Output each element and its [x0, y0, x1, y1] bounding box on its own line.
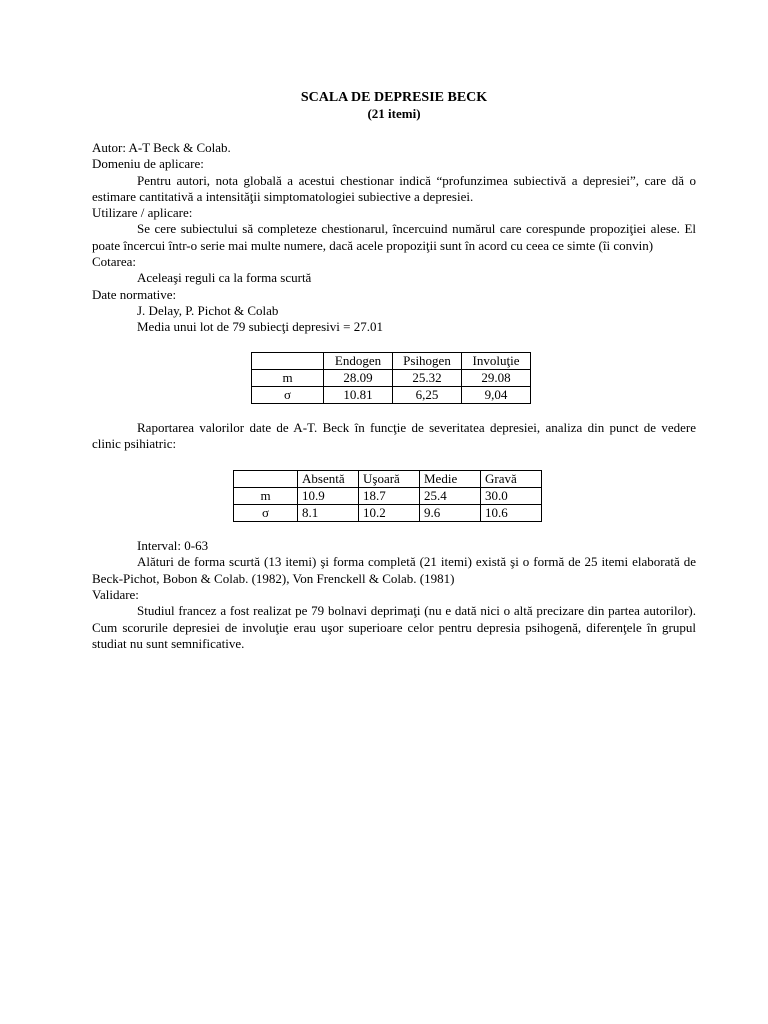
table-cell: 8.1: [298, 505, 359, 522]
domain-paragraph: Pentru autori, nota globală a acestui chestionar indică “profunzimea subiectivă a depresiei”, care dă o estimare cantitativă a intensităţii simptomatologiei subiective a depresiei.: [92, 172, 696, 204]
table-cell: 29.08: [462, 369, 531, 386]
table-row: [234, 505, 542, 522]
table-header-cell: [252, 352, 324, 369]
table-cell: σ: [234, 505, 298, 522]
table-header-row: [252, 352, 531, 369]
table-cell: 6,25: [393, 386, 462, 403]
table-cell: 10.9: [298, 488, 359, 505]
table-cell: 18.7: [359, 488, 420, 505]
document-title: SCALA DE DEPRESIE BECK: [300, 90, 488, 105]
usage-paragraph: Se cere subiectului să completeze chestionarul, încercuind numărul care corespunde propoziţiei alese. El poate încercui într-o serie mai multe numere, dacă acele propoziţii sunt în acord cu ceea ce simte (îi convin): [92, 221, 696, 253]
scoring-label: Cotarea:: [92, 254, 137, 270]
table-header-cell: Involuţie: [462, 352, 531, 369]
table-cell: m: [234, 488, 298, 505]
table-cell: m: [252, 369, 324, 386]
table-row: [234, 488, 542, 505]
document-page: [92, 90, 696, 652]
table-cell: 28.09: [324, 369, 393, 386]
table-cell: 10.81: [324, 386, 393, 403]
norms-table: [251, 352, 531, 404]
table-header-cell: Uşoară: [359, 471, 420, 488]
scoring-paragraph: Aceleaşi reguli ca la forma scurtă: [137, 270, 312, 286]
table-cell: 9.6: [420, 505, 481, 522]
validation-label: Validare:: [92, 587, 139, 603]
interval-line: Interval: 0-63: [137, 538, 209, 554]
table-cell: 30.0: [481, 488, 542, 505]
author-line: Autor: A-T Beck & Colab.: [92, 140, 231, 155]
table-header-cell: Absentă: [298, 471, 359, 488]
table-header-cell: Medie: [420, 471, 481, 488]
table-cell: 10.2: [359, 505, 420, 522]
table-header-row: [234, 471, 542, 488]
report-paragraph: Raportarea valorilor date de A-T. Beck în funcţie de severitatea depresiei, analiza din punct de vedere clinic psihiatric:: [92, 419, 696, 451]
table-cell: σ: [252, 386, 324, 403]
table-header-cell: Psihogen: [393, 352, 462, 369]
table-row: [252, 386, 531, 403]
table-cell: 10.6: [481, 505, 542, 522]
table-header-cell: Endogen: [324, 352, 393, 369]
domain-label: Domeniu de aplicare:: [92, 156, 204, 172]
table-cell: 9,04: [462, 386, 531, 403]
validation-paragraph: Studiul francez a fost realizat pe 79 bolnavi deprimaţi (nu e dată nici o altă precizare din partea autorilor). Cum scorurile depresiei de involuţie erau uşor superioare celor pentru depresia psihogenă, diferenţele în grupul studiat nu sunt semnificative.: [92, 603, 696, 651]
table-cell: 25.32: [393, 369, 462, 386]
table-header-cell: [234, 471, 298, 488]
forms-paragraph: Alături de forma scurtă (13 itemi) şi forma completă (21 itemi) există şi o formă de 25 itemi elaborată de Beck-Pichot, Bobon & Colab. (1982), Von Frenckell & Colab. (1981): [92, 554, 696, 586]
usage-label: Utilizare / aplicare:: [92, 205, 193, 221]
table-row: [252, 369, 531, 386]
severity-table: [233, 470, 542, 522]
document-subtitle: (21 itemi): [367, 106, 421, 121]
norms-mean: Media unui lot de 79 subiecţi depresivi = 27.01: [137, 319, 383, 335]
norms-source: J. Delay, P. Pichot & Colab: [137, 302, 279, 318]
table-header-cell: Gravă: [481, 471, 542, 488]
table-cell: 25.4: [420, 488, 481, 505]
norms-label: Date normative:: [92, 286, 177, 302]
